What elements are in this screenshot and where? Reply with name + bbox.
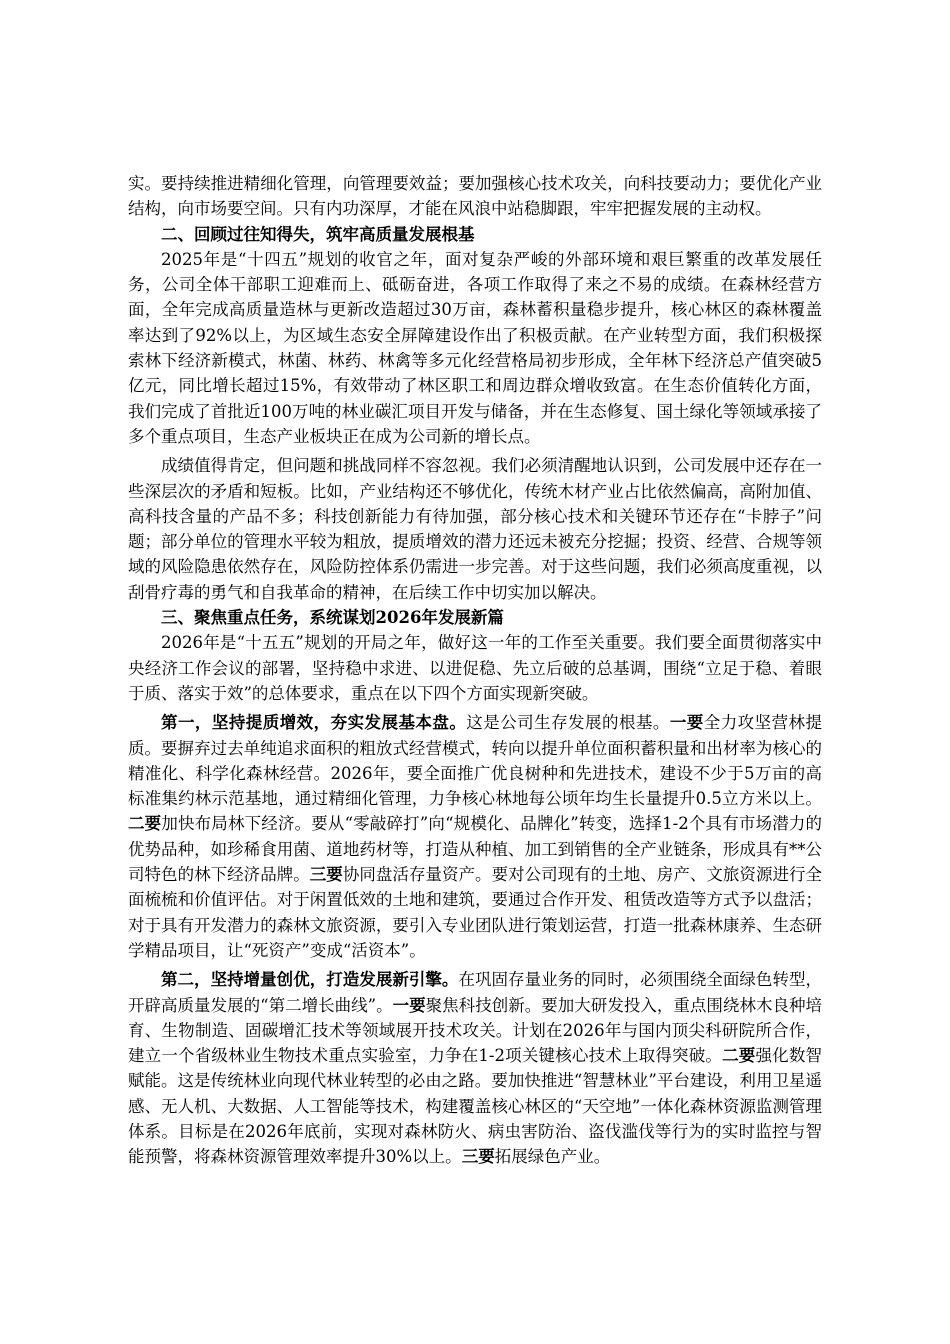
task-one-lead: 第一，坚持提质增效，夯实发展基本盘。: [161, 713, 467, 733]
paragraph-review-achievements: 2025年是“十四五”规划的收官之年，面对复杂严峻的外部环境和艰巨繁重的改革发展任务，公司全体干部职工迎难而上、砥砺奋进，各项工作取得了来之不易的成绩。在森林经营方面，全年完成高质量造林与更新改造超过30万亩，森林蓄积量稳步提升，核心林区的森林覆盖率达到了92%以上，为区域生态安全屏障建设作出了积极贡献。在产业转型方面，我们积极探索林下经济新模式，林菌、林药、林禽等多元化经营格局初步形成，全年林下经济总产值突破5亿元，同比增长超过15%，有效带动了林区职工和周边群众增收致富。在生态价值转化方面，我们完成了首批近100万吨的林业碳汇项目开发与储备，并在生态修复、国土绿化等领域承接了多个重点项目，生态产业板块正在成为公司新的增长点。: [128, 249, 822, 446]
task-one-key-3: 三要: [309, 865, 343, 885]
task-one-text-1: 这是公司生存发展的根基。: [466, 713, 670, 733]
task-one-text-2: 全力攻坚营林提质。要摒弃过去单纯追求面积的粗放式经营模式，转向以提升单位面积蓄积量和出材率为核心的精准化、科学化森林经营。2026年，要全面推广优良树种和先进技术，建设不少于5万亩的高标准集约林示范基地，通过精细化管理，力争核心林地每公顷年均生长量提升0.5立方米以上。: [128, 713, 823, 809]
section-heading-2: 二、回顾过往知得失，筑牢高质量发展根基: [161, 224, 475, 244]
paragraph-problems: 成绩值得肯定，但问题和挑战同样不容忽视。我们必须清醒地认识到，公司发展中还存在一些深层次的矛盾和短板。比如，产业结构还不够优化，传统木材产业占比依然偏高，高附加值、高科技含量的产品不多；科技创新能力有待加强，部分核心技术和关键环节还存在“卡脖子”问题；部分单位的管理水平较为粗放，提质增效的潜力还远未被充分挖掘；投资、经营、合规等领域的风险隐患依然存在，风险防控体系仍需进一步完善。对于这些问题，我们必须高度重视，以刮骨疗毒的勇气和自我革命的精神，在后续工作中切实加以解决。: [128, 456, 822, 602]
section-heading-3: 三、聚焦重点任务，系统谋划2026年发展新篇: [161, 608, 504, 628]
task-one-text-4: 协同盘活存量资产。要对公司现有的土地、房产、文旅资源进行全面梳梳和价值评估。对于闲置低效的土地和建筑，要通过合作开发、租赁改造等方式予以盘活；对于具有开发潜力的森林文旅资源，要引入专业团队进行策划运营，打造一批森林康养、生态研学精品项目，让“死资产”变成“活资本”。: [128, 865, 823, 960]
task-two-text-2: 聚焦科技创新。要加大研发投入，重点围绕林木良种培育、生物制造、固碳增汇技术等领域展开技术攻关。计划在2026年与国内顶尖科研院所合作，建立一个省级林业生物技术重点实验室，力争在1-2项关键核心技术上取得突破。: [128, 995, 822, 1066]
task-two-lead: 第二，坚持增量创优，打造发展新引擎。: [161, 970, 459, 990]
task-two-key-1: 一要: [392, 995, 426, 1015]
task-two-key-3: 三要: [461, 1147, 495, 1167]
task-one-key-1: 一要: [669, 713, 704, 733]
task-two-text-1: 在巩固存量业务的同时，必须围绕全面绿色转型，开辟高质量发展的“第二增长曲线”。: [128, 970, 823, 1015]
paragraph-intro-continuation: 实。要持续推进精细化管理，向管理要效益；要加强核心技术攻关，向科技要动力；要优化产业结构，向市场要空间。只有内功深厚，才能在风浪中站稳脚跟，牢牢把握发展的主动权。: [128, 174, 822, 219]
task-one-text-3: 加快布局林下经济。要从“零敲碎打”向“规模化、品牌化”转变，选择1-2个具有市场潜力的优势品种，如珍稀食用菌、道地药材等，打造从种植、加工到销售的全产业链条，形成具有**公司特色的林下经济品牌。: [128, 814, 823, 885]
paragraph-task-one: [128, 710, 822, 963]
task-two-key-2: 二要: [722, 1046, 756, 1066]
document-page: [128, 171, 822, 1170]
task-one-key-2: 二要: [128, 814, 162, 834]
task-two-text-4: 拓展绿色产业。: [494, 1147, 611, 1167]
paragraph-2026-overview: 2026年是“十五五”规划的开局之年，做好这一年的工作至关重要。我们要全面贯彻落实中央经济工作会议的部署，坚持稳中求进、以进促稳、先立后破的总基调，围绕“立足于稳、着眼于质、落实于效”的总体要求，重点在以下四个方面实现新突破。: [128, 633, 822, 703]
task-two-text-3: 强化数智赋能。这是传统林业向现代林业转型的必由之路。要加快推进“智慧林业”平台建设，利用卫星遥感、无人机、大数据、人工智能等技术，构建覆盖核心林区的“天空地”一体化森林资源监测管理体系。目标是在2026年底前，实现对森林防火、病虫害防治、盗伐滥伐等行为的实时监控与智能预警，将森林资源管理效率提升30%以上。: [128, 1046, 823, 1167]
paragraph-task-two: [128, 967, 822, 1169]
